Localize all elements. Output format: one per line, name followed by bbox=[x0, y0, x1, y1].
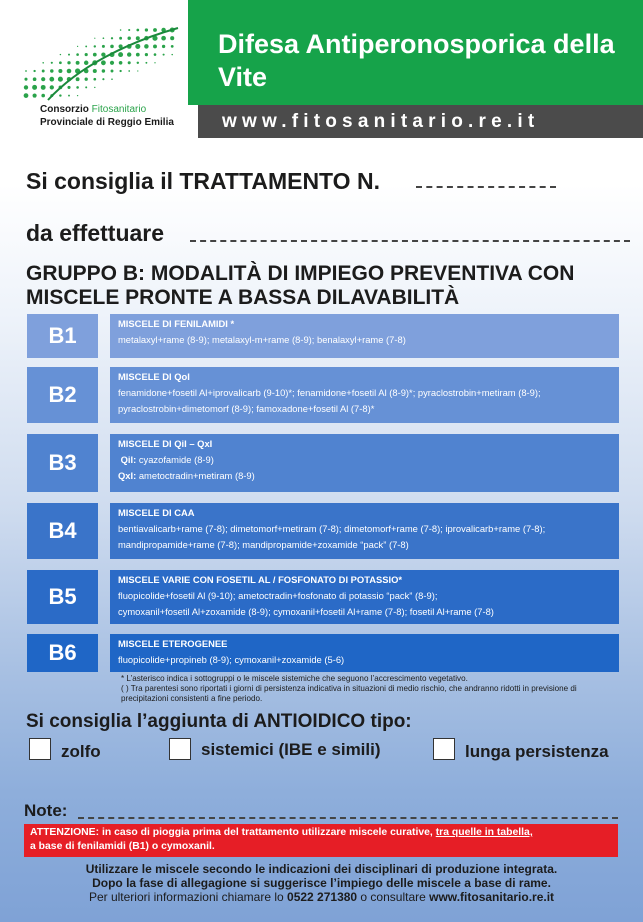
consorzio-logo bbox=[0, 0, 200, 140]
row-desc-b3 bbox=[110, 434, 619, 492]
row-code-b5: B5 bbox=[27, 570, 98, 624]
logo-dot bbox=[102, 78, 104, 80]
logo-dot bbox=[111, 70, 114, 73]
logo-dot bbox=[32, 85, 37, 90]
logo-dot bbox=[76, 86, 79, 89]
footer-website-link[interactable]: www.fitosanitario.re.it bbox=[429, 890, 555, 904]
logo-dot bbox=[42, 62, 44, 64]
logo-dot bbox=[42, 70, 45, 73]
logo-dot bbox=[67, 61, 70, 64]
date-field[interactable] bbox=[190, 240, 630, 242]
row-line: mandipropamide+rame (7-8); mandipropamide+zoxamide “pack” (7-8) bbox=[118, 539, 409, 550]
logo-dot bbox=[145, 53, 148, 56]
row-desc-b2 bbox=[110, 367, 619, 423]
logo-dot bbox=[136, 29, 139, 32]
row-line: QiI: cyazofamide (8-9) bbox=[120, 454, 214, 465]
row-code-b6: B6 bbox=[27, 634, 98, 672]
logo-dot bbox=[85, 45, 87, 47]
logo-dot bbox=[50, 69, 53, 72]
row-line: cymoxanil+fosetil Al+zoxamide (8-9); cymoxanil+fosetil Al+rame (7-8); fosetil Al+rame (7-8) bbox=[118, 606, 494, 617]
bottom-line3: Per ulteriori informazioni chiamare lo 0522 271380 o consultare www.fitosanitario.re.it bbox=[88, 890, 555, 904]
checkbox-lunga-persistenza[interactable] bbox=[433, 738, 455, 760]
logo-dot bbox=[25, 70, 27, 72]
warning-banner: ATTENZIONE: in caso di pioggia prima del trattamento utilizzare miscele curative, tra quelle in tabella, a base di fenilamidi (B1) o cymoxanil. bbox=[24, 824, 618, 857]
logo-dot bbox=[49, 77, 54, 82]
logo-dot bbox=[76, 77, 80, 81]
footnote-parentheses: ( ) Tra parentesi sono riportati i giorni di persistenza indicativa in situazioni di medio rischio, che andranno ridotti in previsione di precipitazioni consistenti a fine periodo. bbox=[121, 684, 577, 703]
row-desc-b5 bbox=[110, 570, 619, 624]
logo-dot bbox=[154, 62, 155, 63]
row-title: MISCELE DI CAA bbox=[118, 507, 195, 518]
logo-dot bbox=[102, 45, 105, 48]
logo-dot bbox=[128, 70, 130, 72]
row-line: bentiavalicarb+rame (7-8); dimetomorf+metiram (7-8); dimetomorf+rame (7-8); iprovalicarb+rame (7-8); bbox=[118, 523, 546, 534]
checkbox-label-sistemici: sistemici (IBE e simili) bbox=[201, 740, 381, 759]
logo-dot bbox=[94, 87, 95, 88]
logo-dot bbox=[59, 94, 61, 96]
logo-dot bbox=[135, 44, 140, 49]
logo-dot bbox=[50, 85, 54, 89]
logo-dot bbox=[127, 52, 131, 56]
logo-dot bbox=[41, 85, 46, 90]
logo-dot bbox=[170, 36, 174, 40]
logo-dot bbox=[76, 61, 80, 65]
logo-dot bbox=[128, 29, 130, 31]
logo-dot bbox=[41, 77, 45, 81]
logo-dot bbox=[68, 95, 70, 97]
row-line: QxI: ametoctradin+metiram (8-9) bbox=[118, 470, 255, 481]
logo-dot bbox=[118, 52, 123, 57]
logo-dot bbox=[101, 60, 106, 65]
logo-dot bbox=[94, 45, 96, 47]
logo-dot bbox=[153, 44, 157, 48]
logo-dot bbox=[145, 28, 148, 31]
page-title: Difesa Antiperonosporica della Vite bbox=[218, 29, 615, 92]
footnotes bbox=[121, 674, 626, 704]
logo-dot bbox=[93, 53, 97, 57]
logo-dot bbox=[24, 85, 28, 89]
logo-dot bbox=[58, 69, 62, 73]
logo-dot bbox=[111, 37, 113, 39]
logo-name-line2: Provinciale di Reggio Emilia bbox=[40, 117, 174, 128]
row-desc-b6 bbox=[110, 634, 619, 672]
row-title: MISCELE DI FENILAMIDI * bbox=[118, 318, 235, 329]
logo-dot bbox=[67, 69, 72, 74]
logo-dot bbox=[33, 94, 37, 98]
logo-dot bbox=[161, 36, 166, 41]
logo-dot bbox=[102, 69, 105, 72]
logo-dot bbox=[144, 44, 149, 49]
logo-dot bbox=[60, 54, 61, 55]
website-link[interactable]: www.fitosanitario.re.it bbox=[222, 111, 540, 132]
logo-dot bbox=[93, 78, 96, 81]
logo-dot bbox=[163, 54, 165, 56]
logo-dot bbox=[119, 70, 121, 72]
group-title: GRUPPO B: MODALITÀ DI IMPIEGO PREVENTIVA CON MISCELE PRONTE A BASSA DILAVABILITÀ bbox=[26, 262, 575, 309]
logo-dot bbox=[85, 53, 88, 56]
note-label: Note: bbox=[24, 801, 68, 820]
phone-number: 0522 271380 bbox=[287, 890, 358, 904]
logo-dot bbox=[94, 38, 95, 39]
row-line: metalaxyl+rame (8-9); metalaxyl-m+rame (8-9); benalaxyl+rame (7-8) bbox=[118, 334, 406, 345]
logo-dot bbox=[33, 77, 37, 81]
logo-dot bbox=[76, 53, 79, 56]
logo-dot bbox=[136, 36, 140, 40]
logo-dot bbox=[85, 86, 87, 88]
leaf-dots-logo-icon bbox=[18, 22, 183, 104]
checkbox-label-lunga-persistenza: lunga persistenza bbox=[465, 742, 609, 761]
logo-dot bbox=[110, 45, 114, 49]
row-code-b2: B2 bbox=[27, 367, 98, 423]
row-code-b1: B1 bbox=[27, 314, 98, 358]
row-title: MISCELE ETEROGENEE bbox=[118, 638, 228, 649]
logo-dot bbox=[77, 95, 78, 96]
logo-dot bbox=[51, 62, 53, 64]
row-code-b3: B3 bbox=[27, 434, 98, 492]
logo-dot bbox=[93, 69, 97, 73]
logo-dot bbox=[68, 54, 70, 56]
logo-dot bbox=[137, 62, 139, 64]
checkbox-sistemici[interactable] bbox=[169, 738, 191, 760]
logo-dot bbox=[145, 62, 147, 64]
footnote-asterisk: * L’asterisco indica i sottogruppi o le miscele sistemiche che seguono l’accrescimento vegetativo. bbox=[121, 674, 468, 683]
logo-dot bbox=[24, 78, 27, 81]
antioidico-title: Si consiglia l’aggiunta di ANTIOIDICO tipo: bbox=[26, 711, 412, 732]
logo-dot bbox=[111, 78, 113, 80]
logo-dot bbox=[103, 37, 105, 39]
logo-dot bbox=[119, 61, 123, 65]
row-code-b4: B4 bbox=[27, 503, 98, 559]
treatment-number-field[interactable] bbox=[416, 186, 556, 188]
row-line: fenamidone+fosetil Al+iprovalicarb (9-10)*; fenamidone+fosetil Al (8-9)*; pyraclostrobin+metiram (8-9); bbox=[118, 387, 541, 398]
logo-dot bbox=[85, 78, 88, 81]
row-desc-b4 bbox=[110, 503, 619, 559]
logo-dot bbox=[153, 28, 157, 32]
logo-dot bbox=[171, 54, 172, 55]
logo-dot bbox=[33, 70, 35, 72]
logo-dot bbox=[136, 53, 140, 57]
logo-dot bbox=[128, 61, 131, 64]
row-desc-b1 bbox=[110, 314, 619, 358]
checkbox-label-zolfo: zolfo bbox=[61, 742, 101, 761]
logo-dot bbox=[154, 53, 157, 56]
logo-dot bbox=[171, 45, 174, 48]
logo-dot bbox=[59, 61, 62, 64]
bottom-line2: Dopo la fase di allegagione si suggerisce l’impiego delle miscele a base di rame. bbox=[92, 876, 551, 890]
logo-name-line1: Consorzio Fitosanitario bbox=[40, 104, 147, 115]
row-title: MISCELE DI QiI – QxI bbox=[118, 438, 213, 449]
logo-dot bbox=[119, 37, 122, 40]
logo-dot bbox=[77, 46, 78, 47]
bottom-info bbox=[20, 862, 623, 904]
logo-dot bbox=[58, 77, 63, 82]
row-title: MISCELE DI QoI bbox=[118, 371, 190, 382]
logo-dot bbox=[120, 29, 122, 31]
row-line: pyraclostrobin+dimetomorf (8-9); famoxadone+fosetil Al (7-8)* bbox=[118, 403, 375, 414]
row-line: fluopicolide+propineb (8-9); cymoxanil+zoxamide (5-6) bbox=[118, 654, 345, 665]
logo-dot bbox=[137, 70, 138, 71]
note-field[interactable] bbox=[78, 817, 618, 819]
row-title: MISCELE VARIE CON FOSETIL AL / FOSFONATO DI POTASSIO* bbox=[118, 574, 403, 585]
row-line: fluopicolide+fosetil Al (9-10); ametoctradin+fosfonato di potassio “pack” (8-9); bbox=[118, 590, 438, 601]
logo-dot bbox=[41, 94, 45, 98]
checkbox-zolfo[interactable] bbox=[29, 738, 51, 760]
logo-dot bbox=[24, 93, 29, 98]
logo-dot bbox=[110, 61, 114, 65]
logo-dot bbox=[67, 86, 70, 89]
date-label: da effettuare bbox=[26, 220, 165, 246]
treatment-number-label: Si consiglia il TRATTAMENTO N. bbox=[26, 168, 380, 194]
logo-dot bbox=[127, 36, 130, 39]
logo-dot bbox=[84, 61, 88, 65]
bottom-line1: Utilizzare le miscele secondo le indicazioni dei disciplinari di produzione integrata. bbox=[85, 862, 558, 876]
logo-dot bbox=[162, 45, 165, 48]
